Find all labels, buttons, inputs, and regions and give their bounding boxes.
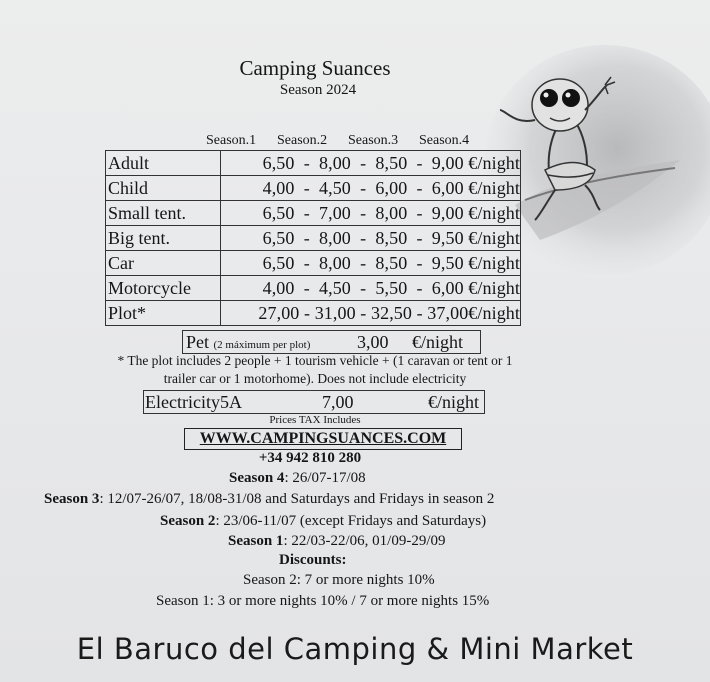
rate-row <box>106 201 521 226</box>
rate-row <box>106 251 521 276</box>
season-dates-item: Season 3: 12/07-26/07, 18/08-31/08 and Saturdays and Fridays in season 2 <box>44 491 495 507</box>
rate-row <box>106 301 521 326</box>
footer-tagline: El Baruco del Camping & Mini Market <box>76 632 634 666</box>
rate-values: 6,50 - 8,00 - 8,50 - 9,50 €/night <box>221 251 521 276</box>
website-link[interactable]: WWW.CAMPINGSUANCES.COM <box>184 428 462 450</box>
rate-label: Car <box>106 251 221 276</box>
electricity-rate-box <box>143 390 485 414</box>
discount-item: Season 1: 3 or more nights 10% / 7 or more nights 15% <box>156 593 490 609</box>
rate-row <box>106 176 521 201</box>
electricity-value: 7,00 <box>322 392 354 412</box>
electricity-label: Electricity5A <box>145 392 242 412</box>
electricity-unit: €/night <box>428 392 480 412</box>
page-title: Camping Suances <box>239 56 391 80</box>
rate-row <box>106 276 521 301</box>
rate-label: Adult <box>106 151 221 176</box>
season-header: Season.2 <box>277 133 328 148</box>
rate-row <box>106 226 521 251</box>
rate-values: 27,00 - 31,00 - 32,50 - 37,00€/night <box>221 301 521 326</box>
season-header: Season.4 <box>419 133 470 148</box>
rate-row <box>106 151 521 176</box>
rate-values: 6,50 - 8,00 - 8,50 - 9,50 €/night <box>221 226 521 251</box>
season-dates-item: Season 2: 23/06-11/07 (except Fridays and Saturdays) <box>160 513 487 529</box>
discounts-title: Discounts: <box>279 552 347 568</box>
rate-label: Plot* <box>106 301 221 326</box>
rate-label: Child <box>106 176 221 201</box>
season-header: Season.1 <box>206 133 257 148</box>
pet-label: Pet <box>186 332 210 352</box>
pet-rate-box <box>182 330 481 354</box>
rate-values: 4,00 - 4,50 - 5,50 - 6,00 €/night <box>221 276 521 301</box>
rate-values: 6,50 - 7,00 - 8,00 - 9,00 €/night <box>221 201 521 226</box>
price-table <box>105 150 521 326</box>
rate-values: 6,50 - 8,00 - 8,50 - 9,00 €/night <box>221 151 521 176</box>
pet-value: 3,00 <box>357 332 389 352</box>
pet-unit: €/night <box>412 332 464 352</box>
pet-note: (2 máximum per plot) <box>213 339 311 351</box>
phone-number: +34 942 810 280 <box>258 450 362 466</box>
rate-label: Motorcycle <box>106 276 221 301</box>
season-dates-item: Season 1: 22/03-22/06, 01/09-29/09 <box>228 533 446 549</box>
tax-note: Prices TAX Includes <box>269 414 361 426</box>
rate-label: Small tent. <box>106 201 221 226</box>
rate-values: 4,00 - 4,50 - 6,00 - 6,00 €/night <box>221 176 521 201</box>
page-subtitle: Season 2024 <box>279 82 357 98</box>
plot-note: * The plot includes 2 people + 1 tourism vehicle + (1 caravan or tent or 1 trailer car or 1 motorhome). Does not include electricity <box>117 353 513 386</box>
season-dates-item: Season 4: 26/07-17/08 <box>229 470 366 486</box>
rate-label: Big tent. <box>106 226 221 251</box>
season-header: Season.3 <box>348 133 399 148</box>
discount-item: Season 2: 7 or more nights 10% <box>243 572 435 588</box>
